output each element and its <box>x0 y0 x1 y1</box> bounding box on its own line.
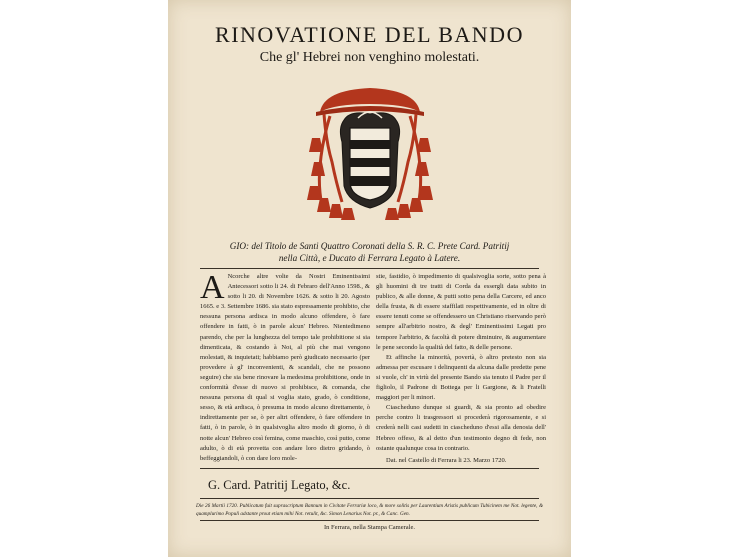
right-column <box>376 272 546 464</box>
coat-of-arms-icon <box>306 82 434 224</box>
signature: G. Card. Patritij Legato, &c. <box>208 478 351 492</box>
left-column-text: Ncorche altre volte da Nostri Eminentissimi Antecessori sotto li 24. di Febraro dell'Anno 1598., & sotto li 20. di Novembre 1626. & sotto li 20. Agosto 1665. e 3. Settembre 1686. sia stato espressamente prohibito, che nessuna persona ardisca in modo alcuno offendere, ò fare offendere in fatti, ò in parole alcun' Hebreo. Nientedimeno parendo, che per la lunghezza del tempo tale prohibitione si sia dimenticata, & costando à Noi, al più che mai vengono molestati, & inquietati; habbiamo però giudicato necessario (per provedere à gl' inconvenienti, & scandali, che ne possono seguire) che sia bene rinovare la medesima prohibitione, onde in conformità d'esse di nuovo si prohibisce, & comanda, che nessuna persona di qual si voglia stato, grado, ò conditione, sesso, & età ardisca, ò presuma in modo alcuno direttamente, ò indirettamente per se, ò per altri offendere, ò fare offendere in fatti, ò in parole, ò in qualsivoglia altro modo di giorno, ò di notte alcun' Hebreo così femina, come maschio, così putto, come adulto, ò di età provetta con andare loro dietro gridando, ò beffeggiandoli, ò con dare loro mole- <box>200 273 370 462</box>
lower-divider <box>200 498 539 499</box>
document-subtitle: Che gl' Hebrei non venghino molestati. <box>259 50 480 65</box>
printer-line: In Ferrara, nella Stampa Camerale. <box>324 524 415 531</box>
middle-divider <box>200 468 539 469</box>
right-paragraph-3: Ciascheduno dunque si guardi, & sia pronto ad obedire perche contro li trasgressori si procederà rigorosamente, e si crederà nelli casi sudetti in ciascheduno d'essi alla denosia dell' Hebreo offeso, & al detto d'un testimonio degno di fede, non ostante qualunque cosa in contrario. <box>376 404 546 452</box>
left-column <box>200 272 370 464</box>
dedication-line-1: GIO: del Titolo de Santi Quattro Coronati della S. R. C. Prete Card. Patritij <box>229 241 510 251</box>
right-paragraph-2: Et affinche la minorità, povertà, ò altro pretesto non sia admessa per escusare i delinquenti da alcuna dalle predette pene si vuole, ch' in virtù del presente Bando sia tenuto il Padre per il figliolo, il Padrone di Bottega per li Gargione, & li Fratelli maggiori per li minori. <box>376 353 546 402</box>
drop-cap: A <box>200 272 225 306</box>
publication-note: Die 26 Martii 1720. Publicatum fuit suprascriptum Bannum in Civitate Ferrariæ loco, & more solitis per Laurentium Aristis publicum Tubicinem me Not. legente, & quamplurimo Populi adstante prout etiam mihi Not. retulit, &c. Simon Lenarius Not. pr., & Canc. Gen. <box>196 503 543 517</box>
right-paragraph-1: stie, fastidio, ò impedimento di qualsivoglia sorte, sotto pena à gli huomini di tre tratti di Corda da essergli data subito in publico, & alle donne, & putti sotto pena della Carcere, ed anco della frusta, & di essere staffilati respettivamente, ed in oltre di essere tenuti come se offendessero un Christiano riservando però sempre all'arbitrio nostro, & degl' Eminentissimi Legati pro tempore l'arbitrio, & facoltà di potere diminuire, & augumentare le pene secondo la qualità del fatto, & delle persone. <box>376 273 546 351</box>
date-line: Dat. nel Castello di Ferrara li 23. Marzo 1720. <box>386 456 507 464</box>
top-divider <box>200 268 539 269</box>
document-sheet <box>168 0 571 557</box>
document-title: RINOVATIONE DEL BANDO <box>215 22 524 47</box>
dedication-line-2: nella Città, e Ducato di Ferrara Legato à Latere. <box>278 253 461 263</box>
dedication-text <box>188 240 551 264</box>
printer-divider <box>200 520 539 521</box>
